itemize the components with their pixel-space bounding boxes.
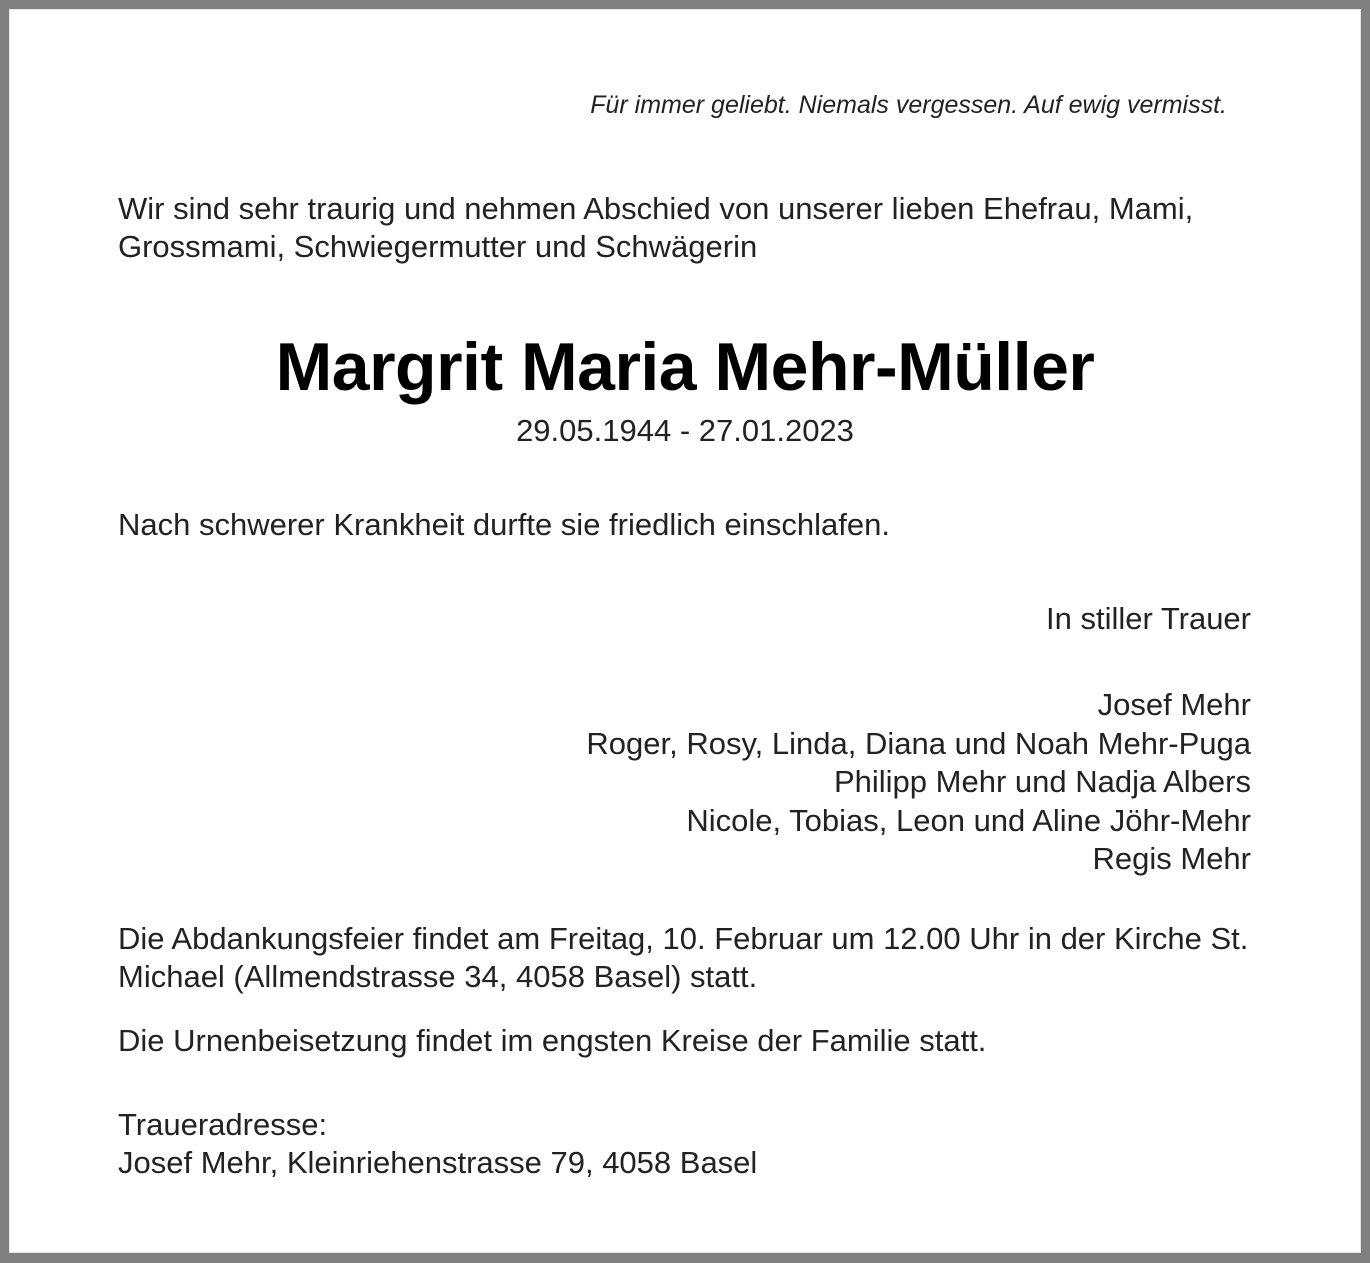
mourner: Philipp Mehr und Nadja Albers: [833, 764, 1251, 799]
address-label: Traueradresse:: [118, 1107, 328, 1142]
passing-text: Nach schwerer Krankheit durfte sie friedlich einschlafen.: [118, 507, 890, 542]
intro-text: Wir sind sehr traurig und nehmen Abschied von unserer lieben Ehefrau, Mami, Grossmami, Schwiegermutter und Schwägerin: [118, 191, 1194, 264]
urn-text: Die Urnenbeisetzung findet im engsten Kreise der Familie statt.: [118, 1023, 987, 1058]
life-dates: 29.05.1944 - 27.01.2023: [516, 413, 854, 448]
mourner: Josef Mehr: [1097, 687, 1251, 722]
mourner: Roger, Rosy, Linda, Diana und Noah Mehr-Puga: [586, 725, 1251, 761]
deceased-name: Margrit Maria Mehr-Müller: [275, 329, 1095, 405]
motto: Für immer geliebt. Niemals vergessen. Auf ewig vermisst.: [590, 91, 1227, 119]
mourners-list: [586, 686, 1251, 879]
mourner: Nicole, Tobias, Leon und Aline Jöhr-Mehr: [686, 802, 1251, 838]
mourner: Regis Mehr: [1092, 841, 1251, 876]
mourning-heading: In stiller Trauer: [1045, 601, 1251, 636]
mourning-address: [118, 1106, 757, 1182]
address-value: Josef Mehr, Kleinriehenstrasse 79, 4058 Basel: [118, 1145, 758, 1180]
ceremony-text: Die Abdankungsfeier findet am Freitag, 10. Februar um 12.00 Uhr in der Kirche St. Michael (Allmendstrasse 34, 4058 Basel) statt.: [118, 921, 1249, 994]
obituary-page: [9, 9, 1361, 1253]
